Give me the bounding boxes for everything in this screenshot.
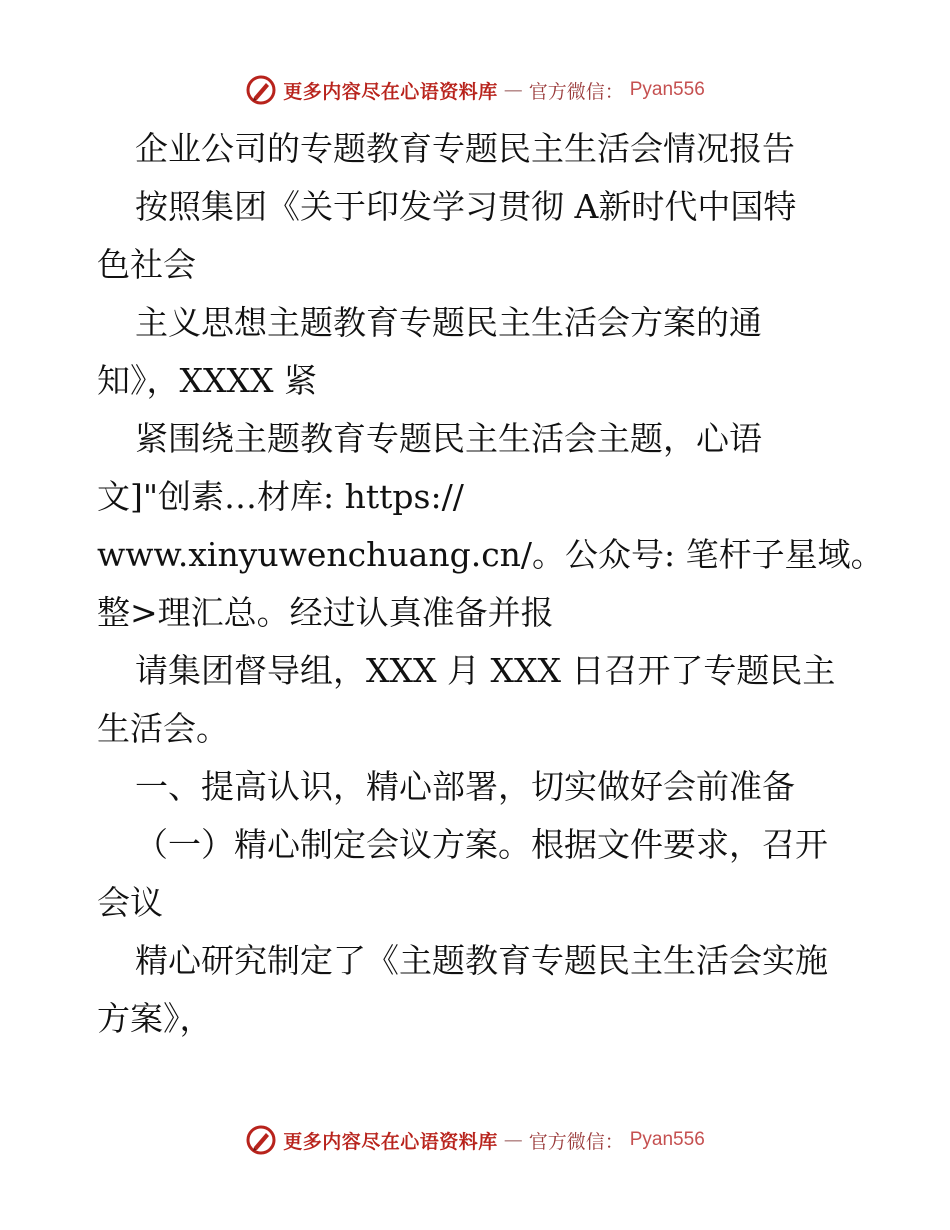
paragraph-line: 精心研究制定了《主题教育专题民主生活会实施 <box>135 941 828 980</box>
paragraph-line: www.xinyuwenchuang.cn/。公众号: 笔杆子星域。 <box>97 535 884 574</box>
document-title: 企业公司的专题教育专题民主生活会情况报告 <box>135 129 795 168</box>
paragraph-line: 色社会 <box>97 245 196 284</box>
paragraph-line: 整>理汇总。经过认真准备并报 <box>97 593 554 632</box>
banner-separator: — <box>503 79 523 101</box>
pen-logo-icon <box>245 74 277 106</box>
banner-wechat-label: 官方微信： <box>528 1130 624 1153</box>
banner-title: 更多内容尽在心语资料库 <box>283 80 498 103</box>
paragraph-line: 文]"创素…材库: https:// <box>97 477 464 516</box>
subsection-heading: （一）精心制定会议方案。根据文件要求，召开 <box>135 825 828 864</box>
paragraph-line: 生活会。 <box>97 709 229 748</box>
paragraph-line: 主义思想主题教育专题民主生活会方案的通 <box>135 303 762 342</box>
footer-banner <box>0 1120 950 1160</box>
paragraph-line: 方案》， <box>97 999 213 1038</box>
section-heading: 一、提高认识，精心部署，切实做好会前准备 <box>135 767 795 806</box>
pen-logo-icon <box>245 1124 277 1156</box>
paragraph-line: 会议 <box>97 883 163 922</box>
banner-wechat-id: Pyan556 <box>629 79 705 100</box>
paragraph-line: 知》，XXXX 紧 <box>97 361 317 400</box>
banner-title: 更多内容尽在心语资料库 <box>283 1130 498 1153</box>
paragraph-line: 紧围绕主题教育专题民主生活会主题，心语 <box>135 419 762 458</box>
header-banner <box>0 70 950 110</box>
paragraph-line: 按照集团《关于印发学习贯彻 A新时代中国特 <box>135 187 797 226</box>
paragraph-line: 请集团督导组，XXX 月 XXX 日召开了专题民主 <box>135 651 836 690</box>
banner-wechat-id: Pyan556 <box>629 1129 705 1150</box>
document-body <box>97 120 884 1048</box>
banner-separator: — <box>503 1129 523 1151</box>
banner-wechat-label: 官方微信： <box>528 80 624 103</box>
